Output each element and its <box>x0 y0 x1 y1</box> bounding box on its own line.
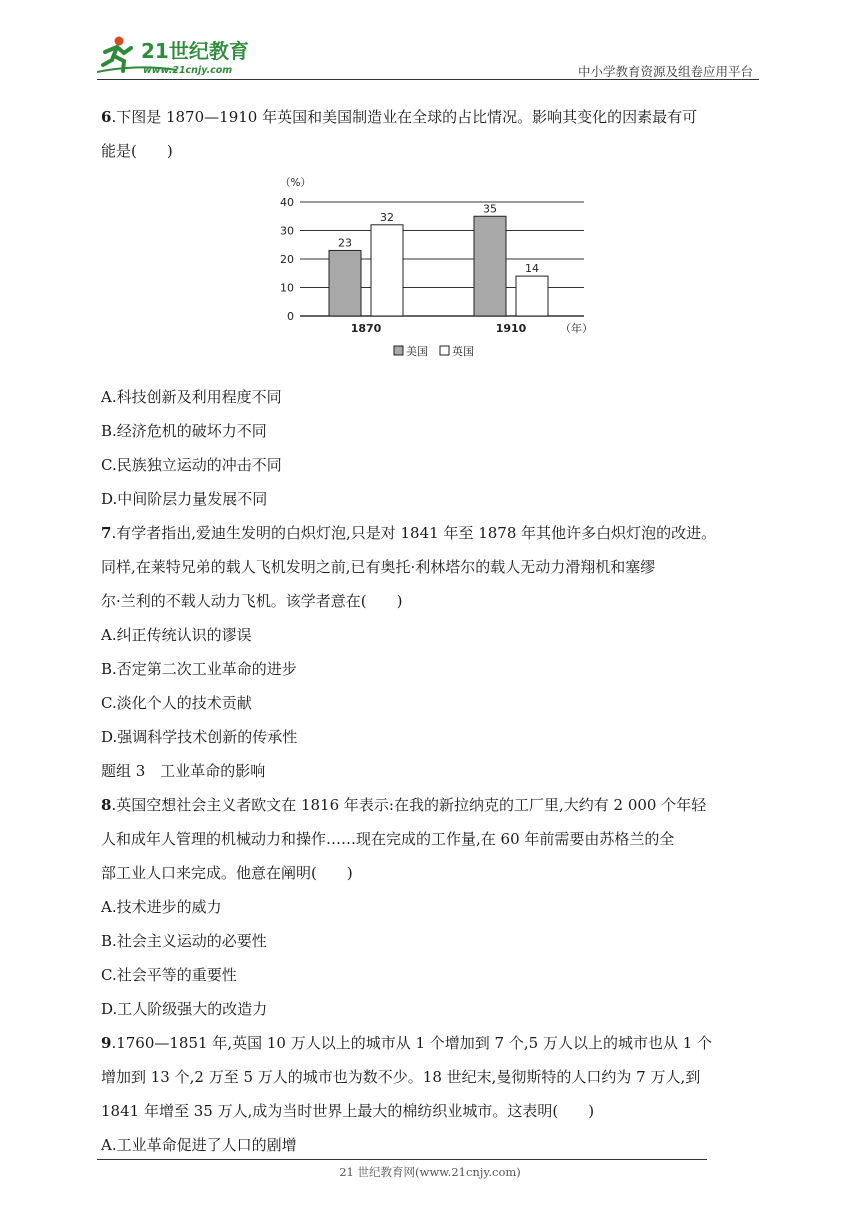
page-footer: 21 世纪教育网(www.21cnjy.com) <box>339 1165 521 1179</box>
question-text <box>101 516 773 550</box>
page-content <box>101 100 773 1162</box>
question-number: 6 <box>101 108 112 126</box>
data-label: 14 <box>525 262 539 276</box>
y-tick-label: 0 <box>287 310 294 323</box>
data-label: 23 <box>338 236 352 250</box>
legend-swatch <box>394 346 403 355</box>
question-text <box>101 788 773 822</box>
x-axis-unit: （年） <box>560 322 593 335</box>
question-line: 同样,在莱特兄弟的载人飞机发明之前,已有奥托·利林塔尔的载人无动力滑翔机和塞缪 <box>101 558 656 576</box>
legend-swatch <box>440 346 449 355</box>
legend-label: 美国 <box>406 345 428 358</box>
option-a[interactable]: A.纠正传统认识的谬误 <box>101 626 252 644</box>
question-9 <box>101 1026 773 1162</box>
manufacturing-share-chart <box>101 168 773 380</box>
bar <box>516 276 548 316</box>
y-tick-label: 30 <box>280 224 294 238</box>
question-line: 尔·兰利的不载人动力飞机。该学者意在( ) <box>101 592 403 610</box>
question-8 <box>101 788 773 1026</box>
question-7 <box>101 516 773 754</box>
question-line: 能是( ) <box>101 142 173 160</box>
y-axis-label: （%） <box>280 177 311 189</box>
bar <box>371 225 403 316</box>
option-d[interactable]: D.强调科学技术创新的传承性 <box>101 728 298 746</box>
question-text <box>101 1026 773 1060</box>
legend-label: 英国 <box>452 345 474 358</box>
question-6 <box>101 100 773 516</box>
y-tick-label: 10 <box>280 281 294 295</box>
question-number: 8 <box>101 796 112 814</box>
question-number: 9 <box>101 1034 112 1052</box>
bar <box>474 216 506 316</box>
section-title: 题组 3 工业革命的影响 <box>101 762 266 780</box>
question-text <box>101 100 773 134</box>
bar-chart <box>268 172 608 372</box>
data-label: 32 <box>380 210 394 224</box>
question-line: .1760—1851 年,英国 10 万人以上的城市从 1 个增加到 7 个,5 万人以上的城市也从 1 个 <box>111 1034 713 1052</box>
y-tick-label: 40 <box>280 196 294 209</box>
logo-text: 21世纪教育 <box>141 39 249 63</box>
option-d[interactable]: D.中间阶层力量发展不同 <box>101 490 268 508</box>
header-platform-text: 中小学教育资源及组卷应用平台 <box>577 64 753 79</box>
footer-divider <box>97 1159 707 1160</box>
question-number: 7 <box>101 524 112 542</box>
question-line: .英国空想社会主义者欧文在 1816 年表示:在我的新拉纳克的工厂里,大约有 2 000 个年轻 <box>111 796 707 814</box>
x-tick-label: 1910 <box>495 322 527 335</box>
option-b[interactable]: B.社会主义运动的必要性 <box>101 932 267 950</box>
option-b[interactable]: B.否定第二次工业革命的进步 <box>101 660 297 678</box>
option-b[interactable]: B.经济危机的破坏力不同 <box>101 422 267 440</box>
question-line: 人和成年人管理的机械动力和操作……现在完成的工作量,在 60 年前需要由苏格兰的全 <box>101 830 675 848</box>
question-line: .有学者指出,爱迪生发明的白炽灯泡,只是对 1841 年至 1878 年其他许多白炽灯泡的改进。 <box>111 524 717 542</box>
y-tick-label: 20 <box>280 253 294 266</box>
option-c[interactable]: C.民族独立运动的冲击不同 <box>101 456 282 474</box>
question-line: .下图是 1870—1910 年英国和美国制造业在全球的占比情况。影响其变化的因素最有可 <box>111 108 698 126</box>
option-a[interactable]: A.技术进步的威力 <box>101 898 222 916</box>
option-c[interactable]: C.淡化个人的技术贡献 <box>101 694 252 712</box>
question-line: 1841 年增至 35 万人,成为当时世界上最大的棉纺织业城市。这表明( ) <box>101 1102 595 1120</box>
logo <box>97 34 267 76</box>
question-line: 部工业人口来完成。他意在阐明( ) <box>101 864 353 882</box>
logo-url: www.21cnjy.com <box>143 65 233 76</box>
option-a[interactable]: A.科技创新及利用程度不同 <box>101 388 282 406</box>
data-label: 35 <box>483 202 497 216</box>
question-line: 增加到 13 个,2 万至 5 万人的城市也为数不少。18 世纪末,曼彻斯特的人口约为 7 万人,到 <box>101 1068 701 1086</box>
page-header <box>97 30 759 80</box>
bar <box>329 250 361 316</box>
x-tick-label: 1870 <box>350 322 382 335</box>
option-c[interactable]: C.社会平等的重要性 <box>101 966 237 984</box>
header-divider <box>97 79 759 80</box>
option-a[interactable]: A.工业革命促进了人口的剧增 <box>101 1136 297 1154</box>
option-d[interactable]: D.工人阶级强大的改造力 <box>101 1000 268 1018</box>
